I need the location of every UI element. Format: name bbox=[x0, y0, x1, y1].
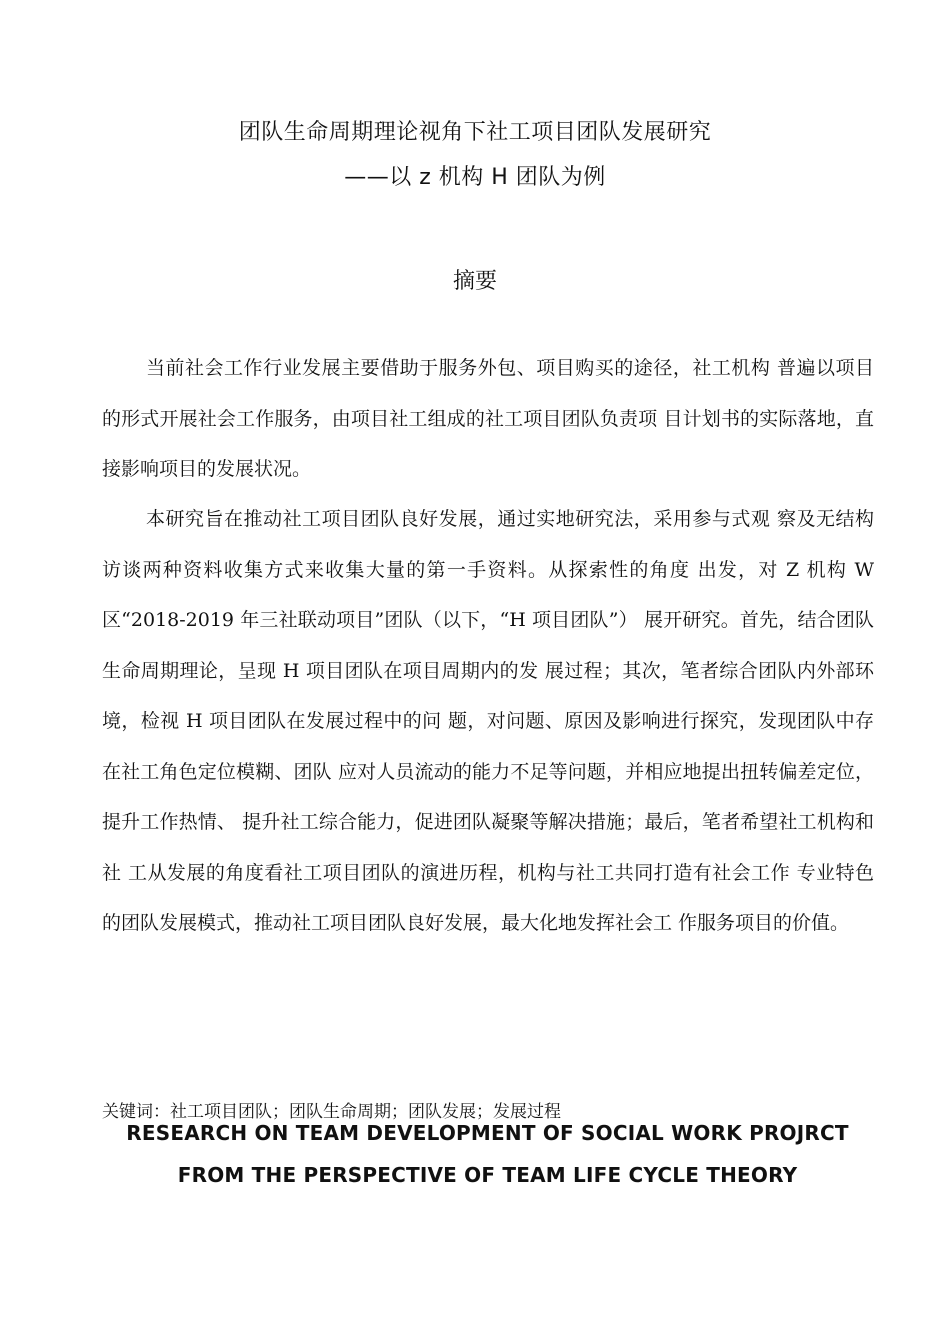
english-title-line-2: FROM THE PERSPECTIVE OF TEAM LIFE CYCLE THEORY bbox=[177, 1163, 798, 1187]
document-title: 团队生命周期理论视角下社工项目团队发展研究 bbox=[238, 120, 712, 145]
abstract-heading: 摘要 bbox=[452, 269, 497, 294]
abstract-paragraph-2: 本研究旨在推动社工项目团队良好发展，通过实地研究法，采用参与式观 察及无结构访谈两种资料收集方式来收集大量的第一手资料。从探索性的角度 出发，对 Z 机构 W 区“2018-2019 年三社联动项目”团队（以下，“H 项目团队”） 展开研究。首先，结合团队生命周期理论，呈现 H 项目团队在项目周期内的发 展过程；其次，笔者综合团队内外部环境，检视 H 项目团队在发展过程中的问 题，对问题、原因及影响进行探究，发现团队中存在社工角色定位模糊、团队 应对人员流动的能力不足等问题，并相应地提出扭转偏差定位，提升工作热情、 提升社工综合能力，促进团队凝聚等解决措施；最后，笔者希望社工机构和社 工从发展的角度看社工项目团队的演进历程，机构与社工共同打造有社会工作 专业特色的团队发展模式，推动社工项目团队良好发展，最大化地发挥社会工 作服务项目的价值。 bbox=[102, 508, 874, 934]
keywords-line: 关键词：社工项目团队；团队生命周期；团队发展；发展过程 bbox=[102, 1102, 561, 1122]
abstract-paragraph-1: 当前社会工作行业发展主要借助于服务外包、项目购买的途径，社工机构 普遍以项目的形式开展社会工作服务，由项目社工组成的社工项目团队负责项 目计划书的实际落地，直接影响项目的发展状况。 bbox=[102, 357, 874, 480]
document-subtitle: ——以 z 机构 H 团队为例 bbox=[344, 165, 606, 190]
english-title-line-1: RESEARCH ON TEAM DEVELOPMENT OF SOCIAL WORK PROJRCT bbox=[126, 1121, 849, 1145]
